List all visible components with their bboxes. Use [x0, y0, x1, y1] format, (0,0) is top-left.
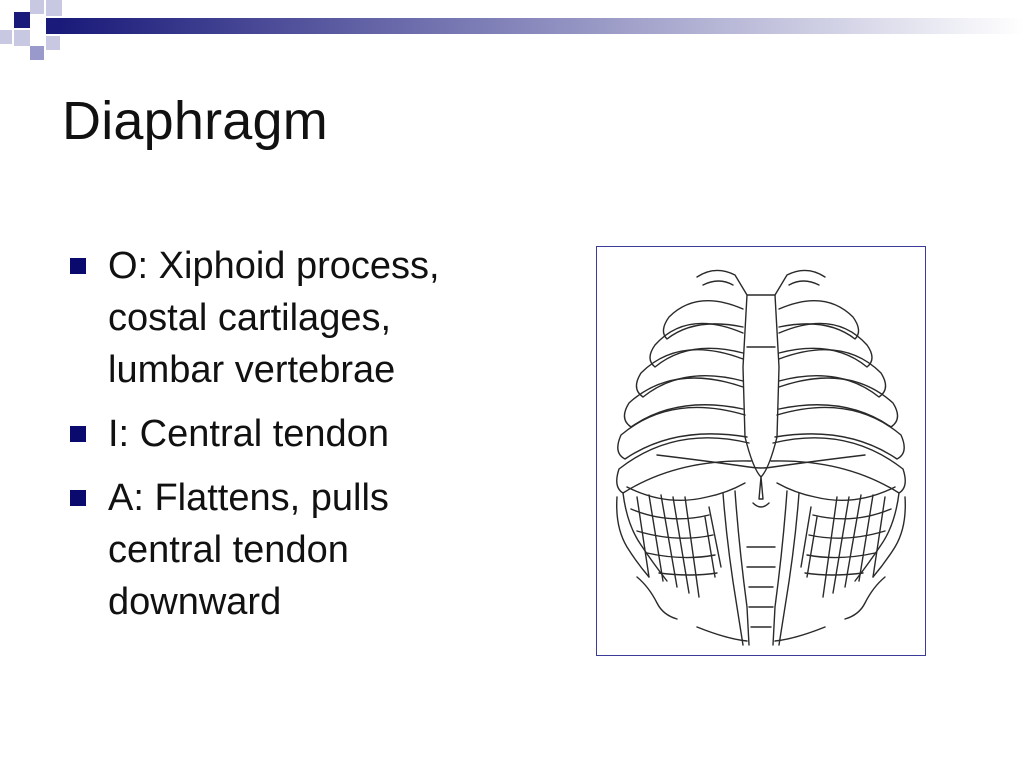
square-bullet-icon [70, 490, 86, 506]
header-decoration [0, 0, 1024, 60]
bullet-list [70, 240, 540, 640]
bullet-text-insertion: I: Central tendon [108, 413, 389, 455]
header-gradient-band [0, 0, 1024, 60]
square-bullet-icon [70, 258, 86, 274]
bullet-text-origin: O: Xiphoid process, costal cartilages, lumbar vertebrae [108, 245, 440, 391]
bullet-item-origin [70, 240, 540, 396]
square-bullet-icon [70, 426, 86, 442]
bullet-text-action: A: Flattens, pulls central tendon downward [108, 477, 389, 623]
slide-title: Diaphragm [62, 91, 328, 151]
diaphragm-figure [596, 246, 926, 656]
rib-cage-diaphragm-icon [597, 247, 925, 655]
bullet-item-insertion [70, 408, 540, 460]
bullet-item-action [70, 472, 540, 628]
